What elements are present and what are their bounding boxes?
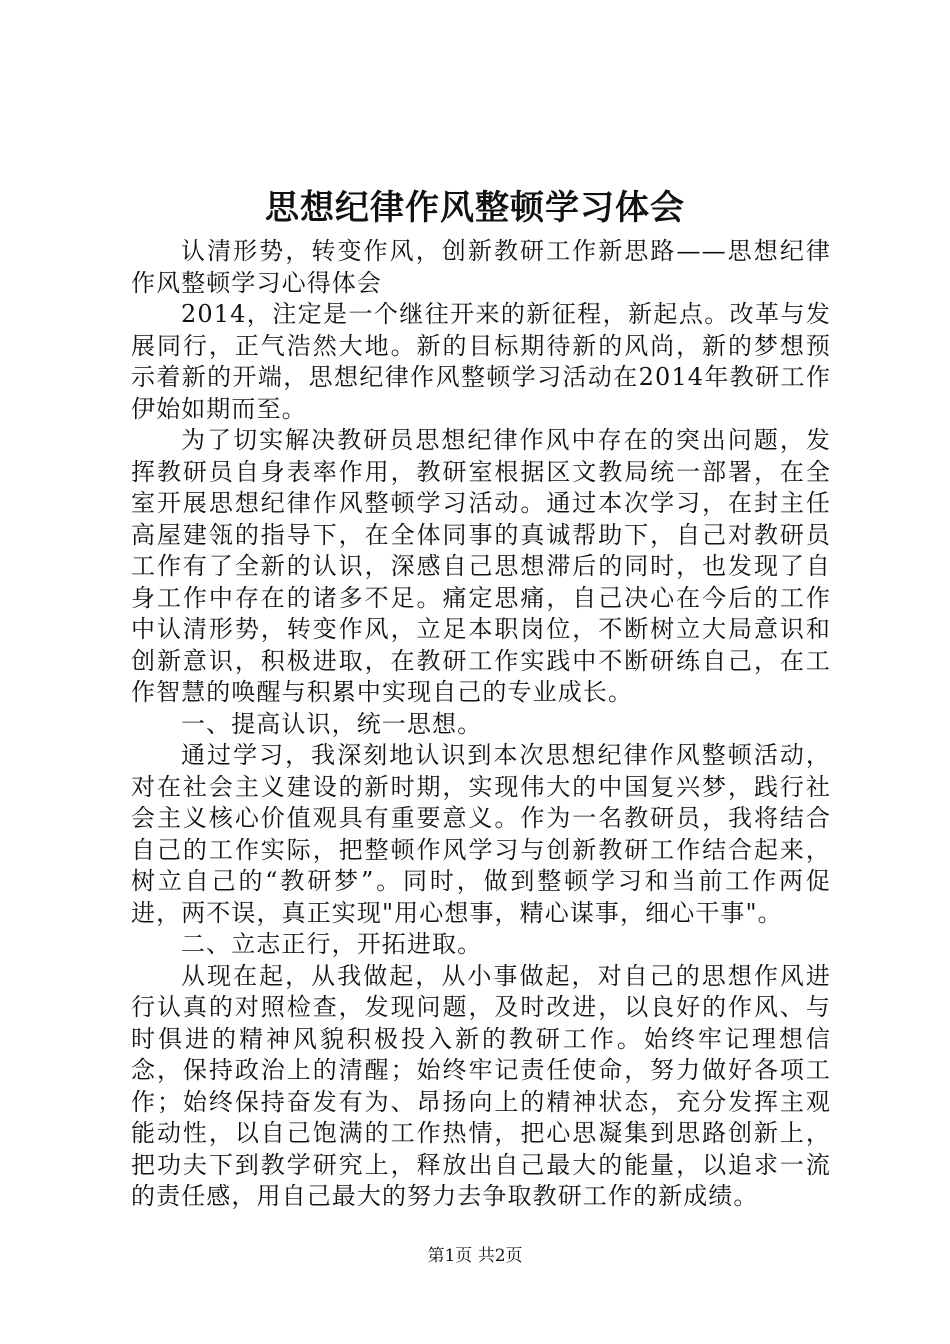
paragraph-background: 为了切实解决教研员思想纪律作风中存在的突出问题，发挥教研员自身表率作用，教研室根据区文教局统一部署，在全室开展思想纪律作风整顿学习活动。通过本次学习，在封主任高屋建瓴的指导下，在全体同事的真诚帮助下，自己对教研员工作有了全新的认识，深感自己思想滞后的同时，也发现了自身工作中存在的诸多不足。痛定思痛，自己决心在今后的工作中认清形势，转变作风，立足本职岗位，不断树立大局意识和创新意识，积极进取，在教研工作实践中不断研练自己，在工作智慧的唤醒与积累中实现自己的专业成长。 [131,426,831,706]
section-heading-2: 二、立志正行，开拓进取。 [181,930,483,958]
document-body [131,236,831,1213]
paragraph-section-1: 通过学习，我深刻地认识到本次思想纪律作风整顿活动，对在社会主义建设的新时期，实现伟大的中国复兴梦，践行社会主义核心价值观具有重要意义。作为一名教研员，我将结合自己的工作实际，把整顿作风学习与创新教研工作结合起来，树立自己的“教研梦”。同时，做到整顿学习和当前工作两促进，两不误，真正实现"用心想事，精心谋事，细心干事"。 [131,741,831,927]
section-heading-1: 一、提高认识，统一思想。 [181,709,483,738]
page-number-footer: 第1页 共2页 [427,1246,523,1266]
paragraph-subtitle: 认清形势，转变作风，创新教研工作新思路——思想纪律作风整顿学习心得体会 [131,237,831,297]
paragraph-section-2: 从现在起，从我做起，从小事做起，对自己的思想作风进行认真的对照检查，发现问题，及时改进，以良好的作风、与时俱进的精神风貌积极投入新的教研工作。始终牢记理想信念，保持政治上的清醒；始终牢记责任使命，努力做好各项工作；始终保持奋发有为、昂扬向上的精神状态，充分发挥主观能动性，以自己饱满的工作热情，把心思凝集到思路创新上，把功夫下到教学研究上，释放出自己最大的能量，以追求一流的责任感，用自己最大的努力去争取教研工作的新成绩。 [131,961,831,1210]
paragraph-intro: 2014，注定是一个继往开来的新征程，新起点。改革与发展同行，正气浩然大地。新的目标期待新的风尚，新的梦想预示着新的开端，思想纪律作风整顿学习活动在2014年教研工作伊始如期而至。 [131,300,831,423]
document-title: 思想纪律作风整顿学习体会 [265,188,685,228]
